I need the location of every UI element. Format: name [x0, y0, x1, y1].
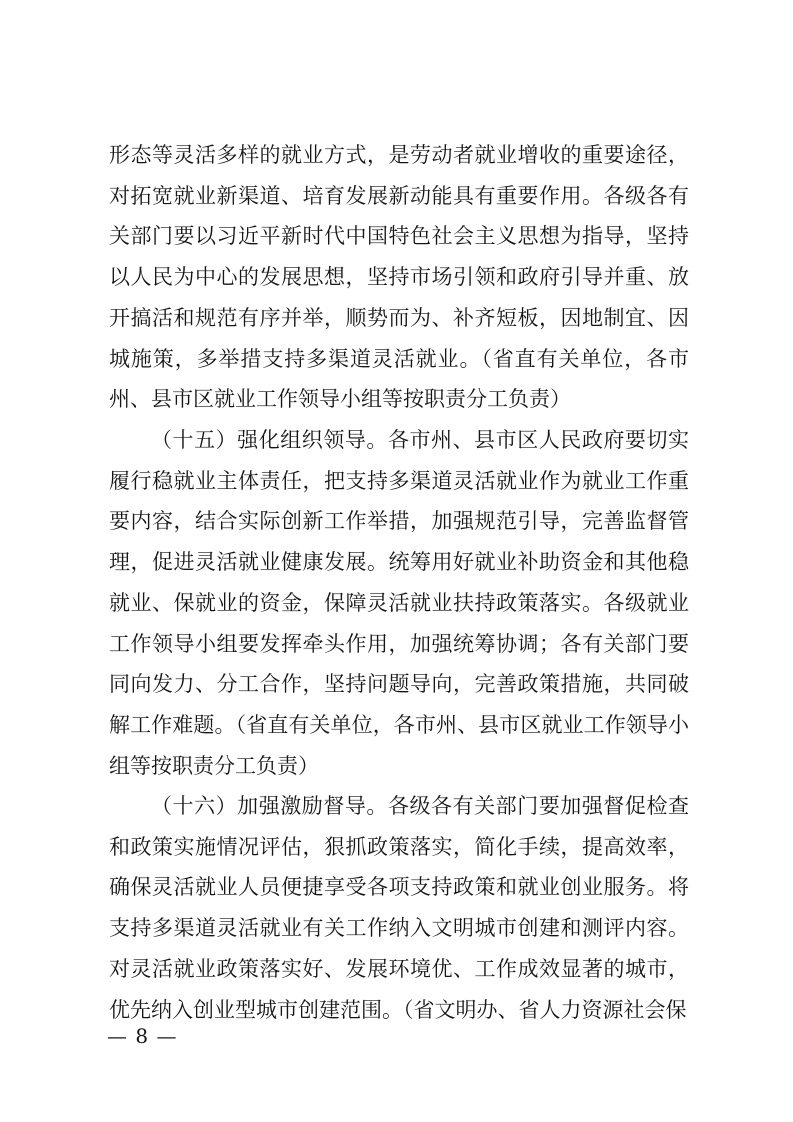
paragraph-section-15: （十五）强化组织领导。各市州、县市区人民政府要切实履行稳就业主体责任，把支持多渠道灵活就业作为就业工作重要内容，结合实际创新工作举措，加强规范引导，完善监督管理，促进灵活就业健康发展。统筹用好就业补助资金和其他稳就业、保就业的资金，保障灵活就业扶持政策落实。各级就业工作领导小组要发挥牵头作用，加强统筹协调；各有关部门要同向发力、分工合作，坚持问题导向，完善政策措施，共同破解工作难题。（省直有关单位，各市州、县市区就业工作领导小组等按职责分工负责） — [109, 428, 689, 778]
paragraph-section-16: （十六）加强激励督导。各级各有关部门要加强督促检查和政策实施情况评估，狠抓政策落实，简化手续，提高效率，确保灵活就业人员便捷享受各项支持政策和就业创业服务。将支持多渠道灵活就业有关工作纳入文明城市创建和测评内容。对灵活就业政策落实好、发展环境优、工作成效显著的城市，优先纳入创业型城市创建范围。（省文明办、省人力资源社会保 — [109, 794, 689, 1022]
page-number: — 8 — — [107, 1024, 178, 1048]
paragraph-continued: 形态等灵活多样的就业方式，是劳动者就业增收的重要途径，对拓宽就业新渠道、培育发展新动能具有重要作用。各级各有关部门要以习近平新时代中国特色社会主义思想为指导，坚持以人民为中心的发展思想，坚持市场引领和政府引导并重、放开搞活和规范有序并举，顺势而为、补齐短板，因地制宜、因城施策，多举措支持多渠道灵活就业。（省直有关单位，各市州、县市区就业工作领导小组等按职责分工负责） — [109, 143, 689, 412]
